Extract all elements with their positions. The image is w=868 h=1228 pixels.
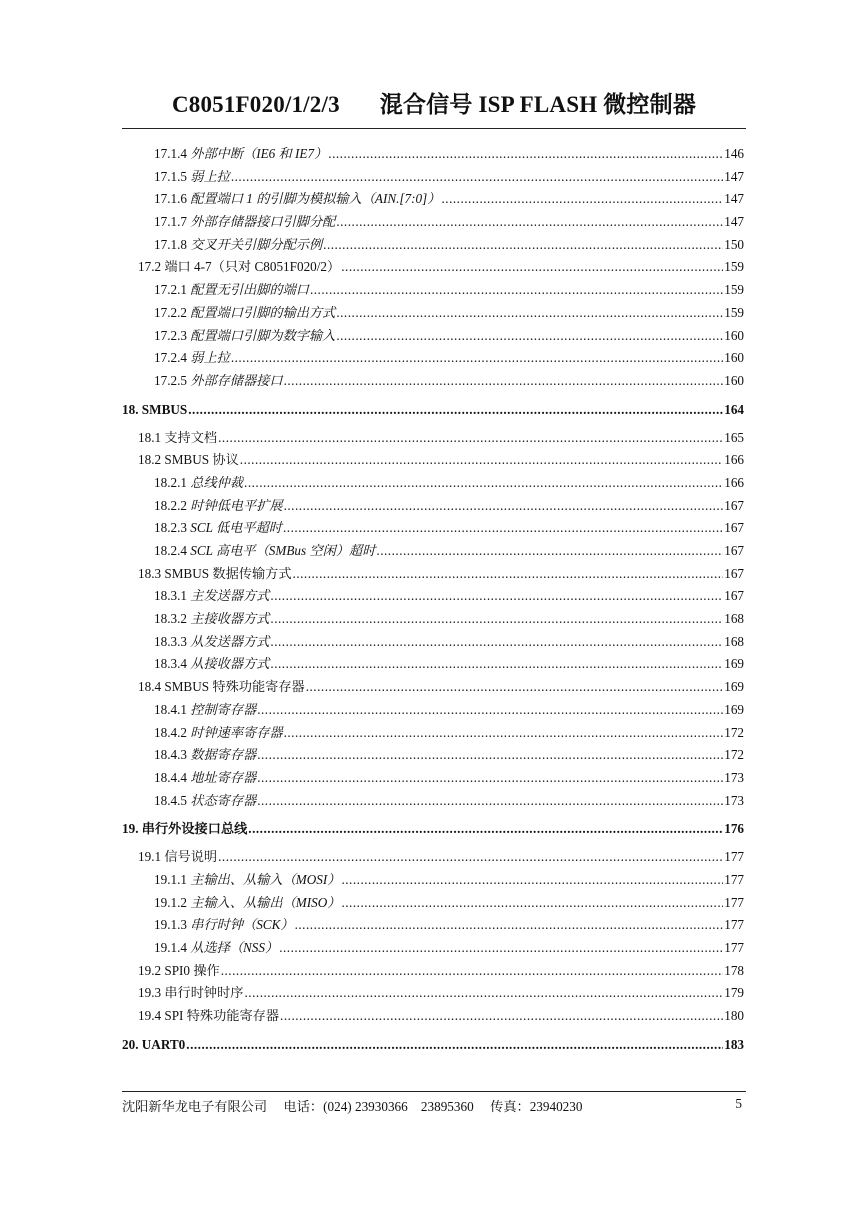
toc-entry-number: 17.1.5 [154, 168, 187, 184]
toc-entry-title: 配置端口引脚的输出方式 [190, 304, 336, 320]
toc-entry-number: 18.3.2 [154, 611, 187, 627]
toc-entry[interactable] [122, 699, 744, 722]
toc-leader-dots [270, 631, 723, 654]
toc-entry[interactable] [122, 234, 744, 257]
toc-entry-label [154, 517, 282, 540]
toc-entry-page: 159 [724, 304, 744, 320]
toc-leader-dots [336, 302, 723, 325]
toc-entry-number: 18.4.3 [154, 747, 187, 763]
toc-entry[interactable] [122, 937, 744, 960]
toc-entry-title: 状态寄存器 [190, 792, 257, 808]
toc-entry[interactable] [122, 1005, 744, 1028]
toc-entry-label [154, 608, 269, 631]
toc-entry-number: 17.1.8 [154, 236, 187, 252]
toc-entry-title: 配置端口 1 的引脚为模拟输入（AIN.[7:0]） [190, 191, 441, 207]
toc-entry-number: 19.1.4 [154, 940, 187, 955]
header-model: C8051F020/1/2/3 [171, 92, 340, 117]
toc-entry[interactable] [122, 631, 744, 654]
toc-leader-dots [245, 982, 724, 1005]
page-footer [122, 1096, 742, 1115]
toc-entry-label [138, 676, 305, 699]
toc-entry[interactable] [122, 892, 744, 915]
toc-entry-title: 时钟速率寄存器 [190, 724, 283, 740]
toc-entry-number: 19.3 [138, 985, 162, 1001]
toc-entry[interactable] [122, 166, 744, 189]
toc-entry[interactable] [122, 427, 744, 450]
toc-entry-page: 173 [724, 769, 744, 785]
toc-entry-title: SPI 特殊功能寄存器 [164, 1008, 280, 1024]
toc-entry-page: 167 [724, 588, 744, 604]
toc-entry-title: 支持文档 [164, 429, 218, 445]
toc-leader-dots [295, 914, 724, 937]
toc-leader-dots [323, 234, 723, 257]
toc-entry-label [154, 234, 322, 257]
toc-leader-dots [257, 767, 723, 790]
toc-leader-dots [336, 325, 723, 348]
toc-leader-dots [341, 256, 723, 279]
toc-entry-title: 外部存储器接口 [190, 372, 283, 388]
toc-leader-dots [283, 517, 723, 540]
toc-entry-label [154, 914, 294, 937]
toc-entry-page: 172 [724, 747, 744, 763]
toc-entry-title: 串行时钟时序 [164, 985, 244, 1001]
toc-entry-page: 169 [724, 679, 744, 695]
toc-entry-title: SCL 低电平超时 [190, 520, 282, 536]
toc-entry-title: SMBUS [141, 401, 188, 417]
toc-entry[interactable] [122, 608, 744, 631]
toc-entry-title: SMBUS 协议 [164, 452, 239, 468]
toc-entry-page: 159 [724, 259, 744, 275]
toc-entry-title: 端口 4-7（只对 C8051F020/2） [164, 259, 341, 275]
toc-entry-title: 从发送器方式 [190, 633, 270, 649]
toc-entry-label [154, 937, 278, 960]
footer-page-number: 5 [735, 1096, 742, 1111]
toc-entry-page: 146 [724, 146, 744, 161]
toc-entry-label [154, 790, 256, 813]
toc-entry-number: 18.1 [138, 429, 162, 445]
toc-leader-dots [328, 143, 723, 166]
toc-entry-number: 19.4 [138, 1008, 162, 1024]
toc-entry-label [138, 256, 340, 279]
toc-entry[interactable] [122, 188, 744, 211]
toc-entry-page: 177 [724, 917, 744, 933]
toc-entry[interactable] [122, 347, 744, 370]
toc-entry[interactable] [122, 495, 744, 518]
toc-entry-title: 总线仲裁 [190, 474, 244, 490]
toc-leader-dots [280, 1005, 723, 1028]
toc-leader-dots [306, 676, 724, 699]
toc-entry-page: 173 [724, 792, 744, 808]
toc-entry[interactable] [122, 370, 744, 393]
toc-entry-title: 主接收器方式 [190, 611, 270, 627]
toc-entry-page: 164 [724, 401, 744, 417]
toc-entry-label [154, 166, 230, 189]
footer-company: 沈阳新华龙电子有限公司 [122, 1099, 268, 1114]
toc-entry-page: 168 [724, 633, 744, 649]
toc-entry-title: 主输入、从输出（MISO） [190, 894, 341, 910]
toc-entry-label [154, 631, 269, 654]
toc-entry-label [154, 653, 269, 676]
toc-entry-label [154, 892, 340, 915]
toc-entry-label [154, 302, 335, 325]
toc-entry-page: 166 [724, 474, 744, 490]
toc-entry-title: 串行外设接口总线 [141, 821, 248, 837]
toc-leader-dots [341, 892, 723, 915]
toc-entry-page: 183 [724, 1036, 744, 1052]
toc-leader-dots [257, 744, 723, 767]
toc-leader-dots [284, 722, 724, 745]
toc-entry-label [154, 325, 335, 348]
toc-entry-page: 167 [724, 565, 744, 581]
toc-entry-page: 169 [724, 656, 744, 672]
toc-leader-dots [441, 188, 723, 211]
toc-entry-number: 18.2.1 [154, 474, 187, 490]
toc-entry[interactable] [122, 472, 744, 495]
toc-entry-label [154, 143, 327, 166]
toc-entry-number: 18.3 [138, 565, 162, 581]
toc-entry-label [154, 699, 256, 722]
toc-entry-title: UART0 [141, 1036, 186, 1052]
toc-entry-number: 18.4.1 [154, 701, 187, 717]
toc-entry-label [154, 585, 269, 608]
toc-entry-title: 配置无引出脚的端口 [190, 282, 309, 298]
toc-entry[interactable] [122, 302, 744, 325]
toc-leader-dots [186, 1030, 723, 1060]
toc-entry-page: 178 [724, 962, 744, 978]
toc-entry-page: 147 [724, 168, 744, 184]
toc-entry-page: 179 [724, 985, 744, 1001]
toc-entry-label [154, 370, 283, 393]
toc-leader-dots [270, 653, 723, 676]
toc-leader-dots [293, 563, 724, 586]
toc-entry-title: 数据寄存器 [190, 747, 257, 763]
toc-entry-number: 18.3.3 [154, 633, 187, 649]
toc-entry-title: 串行时钟（SCK） [190, 917, 294, 933]
toc-entry-page: 166 [724, 452, 744, 468]
toc-entry-number: 19.1 [138, 849, 162, 865]
toc-entry-number: 17.2 [138, 259, 162, 275]
toc-entry-number: 18.3.4 [154, 656, 187, 672]
footer-phone: 电话：(024) 23930366 23895360 [283, 1099, 474, 1114]
toc-leader-dots [248, 814, 723, 844]
footer-fax: 传真：23940230 [490, 1099, 583, 1114]
toc-leader-dots [231, 347, 723, 370]
header-title: 混合信号 ISP FLASH 微控制器 [379, 92, 697, 117]
toc-entry-number: 19. [122, 821, 139, 837]
toc-entry[interactable] [122, 814, 744, 844]
toc-entry-label [122, 395, 187, 425]
toc-entry-page: 177 [724, 894, 744, 910]
toc-entry-label [154, 472, 243, 495]
toc-leader-dots [284, 370, 724, 393]
toc-entry[interactable] [122, 790, 744, 813]
toc-entry-number: 17.2.5 [154, 372, 187, 388]
toc-leader-dots [221, 960, 724, 983]
toc-leader-dots [336, 211, 723, 234]
toc-entry-page: 165 [724, 429, 744, 445]
toc-entry-page: 159 [724, 282, 744, 298]
header-rule [122, 128, 746, 129]
toc-entry[interactable] [122, 256, 744, 279]
toc-entry-page: 160 [724, 327, 744, 343]
toc-leader-dots [218, 846, 723, 869]
toc-entry-label [154, 279, 309, 302]
toc-entry[interactable] [122, 563, 744, 586]
toc-entry-label [138, 427, 217, 450]
toc-leader-dots [231, 166, 723, 189]
toc-entry-label [154, 722, 283, 745]
toc-leader-dots [279, 937, 723, 960]
toc-entry-number: 17.2.2 [154, 304, 187, 320]
toc-entry[interactable] [122, 143, 744, 166]
footer-rule [122, 1091, 746, 1092]
toc-entry-title: 时钟低电平扩展 [190, 497, 283, 513]
toc-entry-label [138, 563, 292, 586]
toc-entry-number: 17.1.7 [154, 214, 187, 230]
toc-entry[interactable] [122, 914, 744, 937]
toc-entry-label [154, 744, 256, 767]
toc-entry-page: 177 [724, 849, 744, 865]
toc-leader-dots [257, 790, 723, 813]
toc-entry-number: 18.2.2 [154, 497, 187, 513]
toc-entry-label [138, 1005, 279, 1028]
toc-leader-dots [257, 699, 723, 722]
toc-entry-title: 控制寄存器 [190, 701, 257, 717]
toc-entry-page: 167 [724, 520, 744, 536]
toc-entry-title: 主输出、从输入（MOSI） [190, 871, 341, 887]
toc-entry[interactable] [122, 279, 744, 302]
toc-entry-page: 160 [724, 350, 744, 366]
toc-entry-number: 18. [122, 401, 139, 417]
table-of-contents [122, 143, 744, 1062]
toc-entry-page: 169 [724, 701, 744, 717]
toc-entry-page: 147 [724, 214, 744, 230]
toc-leader-dots [310, 279, 723, 302]
toc-entry-label [154, 767, 256, 790]
toc-entry-number: 19.1.3 [154, 917, 187, 933]
toc-entry-number: 17.2.4 [154, 350, 187, 366]
toc-entry-number: 19.1.1 [154, 871, 187, 887]
toc-entry[interactable] [122, 653, 744, 676]
toc-leader-dots [188, 395, 723, 425]
page-header [0, 86, 868, 119]
toc-entry-label [138, 846, 217, 869]
toc-leader-dots [341, 869, 723, 892]
toc-entry-title: 交叉开关引脚分配示例 [190, 236, 323, 252]
toc-entry[interactable] [122, 744, 744, 767]
toc-entry-number: 17.2.1 [154, 282, 187, 298]
toc-entry-number: 18.4.4 [154, 769, 187, 785]
toc-entry-title: 配置端口引脚为数字输入 [190, 327, 336, 343]
toc-leader-dots [376, 540, 723, 563]
toc-entry[interactable] [122, 960, 744, 983]
toc-entry-number: 20. [122, 1036, 139, 1052]
toc-entry-title: SMBUS 数据传输方式 [164, 565, 292, 581]
toc-entry-label [122, 814, 247, 844]
toc-entry[interactable] [122, 676, 744, 699]
toc-entry-title: 主发送器方式 [190, 588, 270, 604]
toc-entry[interactable] [122, 395, 744, 425]
toc-entry-number: 17.1.6 [154, 191, 187, 207]
toc-entry-number: 18.4.5 [154, 792, 187, 808]
toc-entry-title: SMBUS 特殊功能寄存器 [164, 679, 305, 695]
toc-entry[interactable] [122, 540, 744, 563]
toc-entry-label [138, 960, 220, 983]
toc-entry-label [138, 982, 244, 1005]
toc-entry-page: 177 [724, 871, 744, 887]
toc-entry[interactable] [122, 767, 744, 790]
toc-leader-dots [270, 585, 723, 608]
toc-entry[interactable] [122, 846, 744, 869]
toc-entry[interactable] [122, 325, 744, 348]
toc-entry-title: 弱上拉 [190, 350, 230, 366]
toc-entry-page: 150 [724, 236, 744, 252]
toc-entry-number: 19.1.2 [154, 894, 187, 910]
toc-entry-title: 外部中断（IE6 和 IE7） [190, 146, 328, 161]
toc-entry-number: 19.2 [138, 962, 162, 978]
toc-entry-page: 147 [724, 191, 744, 207]
toc-entry[interactable] [122, 449, 744, 472]
toc-entry-label [154, 540, 375, 563]
toc-entry[interactable] [122, 585, 744, 608]
toc-entry[interactable] [122, 517, 744, 540]
toc-leader-dots [244, 472, 723, 495]
toc-entry-title: 外部存储器接口引脚分配 [190, 214, 336, 230]
toc-entry-title: 从选择（NSS） [190, 940, 279, 955]
toc-entry-title: 弱上拉 [190, 168, 230, 184]
toc-entry[interactable] [122, 211, 744, 234]
toc-entry-number: 18.3.1 [154, 588, 187, 604]
toc-entry-page: 172 [724, 724, 744, 740]
toc-entry-page: 168 [724, 611, 744, 627]
toc-entry[interactable] [122, 869, 744, 892]
toc-entry-number: 18.2.4 [154, 543, 187, 558]
toc-entry-title: SCL 高电平（SMBus 空闲）超时 [190, 543, 376, 558]
toc-leader-dots [284, 495, 724, 518]
toc-entry-number: 18.2 [138, 452, 162, 468]
toc-entry-number: 17.1.4 [154, 146, 187, 161]
toc-entry-number: 18.4 [138, 679, 162, 695]
toc-entry-label [154, 347, 230, 370]
toc-entry-label [154, 188, 440, 211]
toc-entry[interactable] [122, 722, 744, 745]
toc-leader-dots [218, 427, 723, 450]
toc-entry-page: 176 [724, 821, 744, 837]
footer-contact [122, 1096, 582, 1115]
toc-entry-label [154, 495, 283, 518]
toc-entry-label [154, 869, 340, 892]
toc-entry-title: SPI0 操作 [164, 962, 220, 978]
toc-entry-label [138, 449, 239, 472]
toc-leader-dots [270, 608, 723, 631]
toc-entry-title: 地址寄存器 [190, 769, 257, 785]
toc-entry-page: 167 [724, 497, 744, 513]
toc-entry-number: 17.2.3 [154, 327, 187, 343]
toc-leader-dots [240, 449, 723, 472]
toc-entry-page: 177 [724, 940, 744, 955]
toc-entry[interactable] [122, 1030, 744, 1060]
toc-entry-number: 18.4.2 [154, 724, 187, 740]
toc-entry[interactable] [122, 982, 744, 1005]
toc-entry-label [154, 211, 335, 234]
toc-entry-label [122, 1030, 185, 1060]
toc-entry-page: 167 [724, 543, 744, 558]
toc-entry-page: 160 [724, 372, 744, 388]
toc-entry-title: 信号说明 [164, 849, 218, 865]
toc-entry-number: 18.2.3 [154, 520, 187, 536]
toc-entry-title: 从接收器方式 [190, 656, 270, 672]
toc-entry-page: 180 [724, 1008, 744, 1024]
